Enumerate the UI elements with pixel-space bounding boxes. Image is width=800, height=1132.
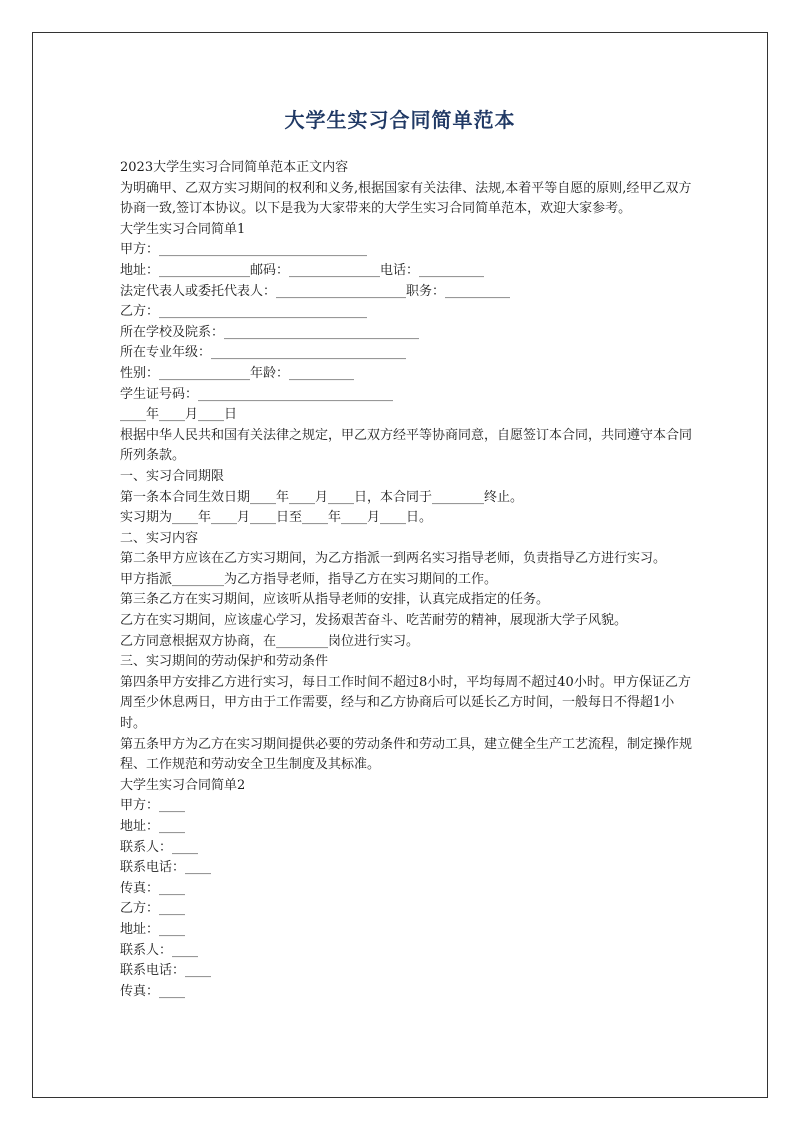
paragraph: 传真：____ <box>120 880 186 896</box>
paragraph: 学生证号码：______________________________ <box>120 386 394 402</box>
paragraph: 甲方指派________为乙方指导老师，指导乙方在实习期间的工作。 <box>120 571 498 587</box>
document-title: 大学生实习合同简单范本 <box>284 108 516 132</box>
paragraph: 2023大学生实习合同简单范本正文内容 <box>120 160 349 175</box>
paragraph: 第五条甲方为乙方在实习期间提供必要的劳动条件和劳动工具，建立健全生产工艺流程，制定操作规程、工作规范和劳动安全卫生制度及其标准。 <box>120 736 693 773</box>
paragraph: 第三条乙方在实习期间，应该听从指导老师的安排，认真完成指定的任务。 <box>120 592 550 608</box>
paragraph: 乙方：____ <box>120 901 186 917</box>
paragraph: 大学生实习合同简单1 <box>120 221 246 237</box>
paragraph: 甲方：____ <box>120 798 186 814</box>
document-body <box>120 158 696 1002</box>
paragraph: 联系人：____ <box>120 839 199 855</box>
paragraph: 一、实习合同期限 <box>120 468 225 484</box>
paragraph: 实习期为____年____月____日至____年____月____日。 <box>120 510 433 526</box>
paragraph: 联系电话：____ <box>120 860 212 876</box>
paragraph: ____年____月____日 <box>120 407 238 423</box>
paragraph: 乙方同意根据双方协商，在________岗位进行实习。 <box>120 633 420 649</box>
paragraph: 甲方：________________________________ <box>120 242 368 258</box>
paragraph: 地址：______________邮码：______________电话：__________ <box>120 262 485 278</box>
paragraph: 传真：____ <box>120 983 186 999</box>
paragraph: 法定代表人或委托代表人：____________________职务：__________ <box>120 283 511 299</box>
paragraph: 为明确甲、乙双方实习期间的权利和义务,根据国家有关法律、法规,本着平等自愿的原则,经甲乙双方协商一致,签订本协议。以下是我为大家带来的大学生实习合同简单范本，欢迎大家参考。 <box>120 180 692 217</box>
paragraph: 第二条甲方应该在乙方实习期间，为乙方指派一到两名实习指导老师，负责指导乙方进行实习。 <box>120 551 667 567</box>
paragraph: 第一条本合同生效日期____年____月____日，本合同于________终止。 <box>120 489 524 505</box>
paragraph: 联系人：____ <box>120 942 199 958</box>
paragraph: 第四条甲方安排乙方进行实习，每日工作时间不超过8小时，平均每周不超过40小时。甲方保证乙方周至少休息两日，甲方由于工作需要，经与和乙方协商后可以延长乙方时间，一般每日不得超1小时。 <box>120 674 691 732</box>
paragraph: 所在专业年级：______________________________ <box>120 345 407 361</box>
paragraph: 乙方在实习期间，应该虚心学习，发扬艰苦奋斗、吃苦耐劳的精神，展现浙大学子风貌。 <box>120 613 628 629</box>
paragraph: 根据中华人民共和国有关法律之规定，甲乙双方经平等协商同意，自愿签订本合同，共同遵守本合同所列条款。 <box>120 427 693 464</box>
paragraph: 联系电话：____ <box>120 963 212 979</box>
paragraph: 地址：____ <box>120 921 186 937</box>
paragraph: 三、实习期间的劳动保护和劳动条件 <box>120 654 329 670</box>
paragraph: 二、实习内容 <box>120 530 199 546</box>
paragraph: 大学生实习合同简单2 <box>120 777 246 793</box>
paragraph: 所在学校及院系：______________________________ <box>120 324 420 340</box>
paragraph: 性别：______________年龄：__________ <box>120 365 355 381</box>
paragraph: 乙方：________________________________ <box>120 304 368 320</box>
paragraph: 地址：____ <box>120 819 186 834</box>
